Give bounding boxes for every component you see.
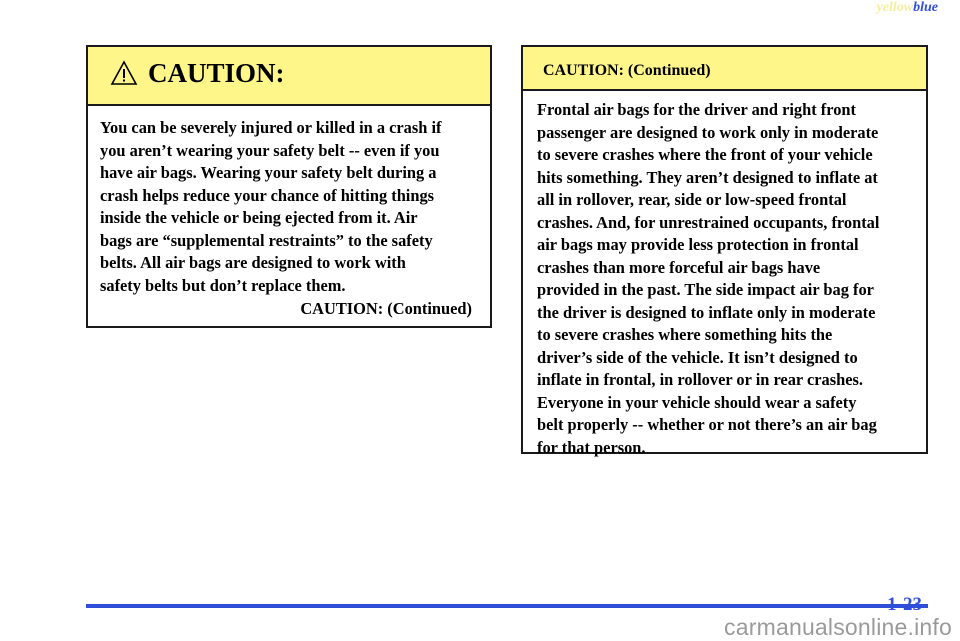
caution-body-text: You can be severely injured or killed in a crash if you aren’t wearing your safety belt -- even if you have air bags. Wearing your safety belt during a crash helps reduce your chance of hitting things inside the vehicle or being ejected from it. Air bags are “supplemental restraints” to the safety belts. All air bags are designed to work with safety belts but don’t replace them. (100, 118, 442, 295)
caution-continued-header-band (523, 47, 926, 91)
color-word-blue: blue (913, 0, 938, 15)
watermark-text: carmanualsonline.info (724, 614, 952, 640)
color-header (877, 0, 938, 16)
caution-continued-body-text: Frontal air bags for the driver and right front passenger are designed to work only in moderate to severe crashes where the front of your vehicle hits something. They aren’t designed to inflate at all in rollover, rear, side or low-speed frontal crashes. And, for unrestrained occupants, frontal air bags may provide less protection in frontal crashes than more forceful air bags have provided in the past. The side impact air bag for the driver is designed to inflate only in moderate to severe crashes where something hits the driver’s side of the vehicle. It isn’t designed to inflate in frontal, in rollover or in rear crashes. Everyone in your vehicle should wear a safety belt properly -- whether or not there’s an air bag for that person. (537, 100, 880, 457)
color-word-yellow: yellow (876, 0, 914, 15)
caution-title: CAUTION: (148, 58, 285, 88)
caution-continued-label: CAUTION: (Continued) (300, 299, 472, 318)
caution-box (86, 45, 492, 328)
caution-header-band (88, 47, 490, 106)
caution-continued-box (521, 45, 928, 457)
page-number: 1-23 (887, 594, 922, 615)
footer-rule (86, 604, 928, 608)
caution-continued-title: CAUTION: (Continued) (543, 62, 711, 79)
warning-triangle-icon (110, 60, 138, 86)
